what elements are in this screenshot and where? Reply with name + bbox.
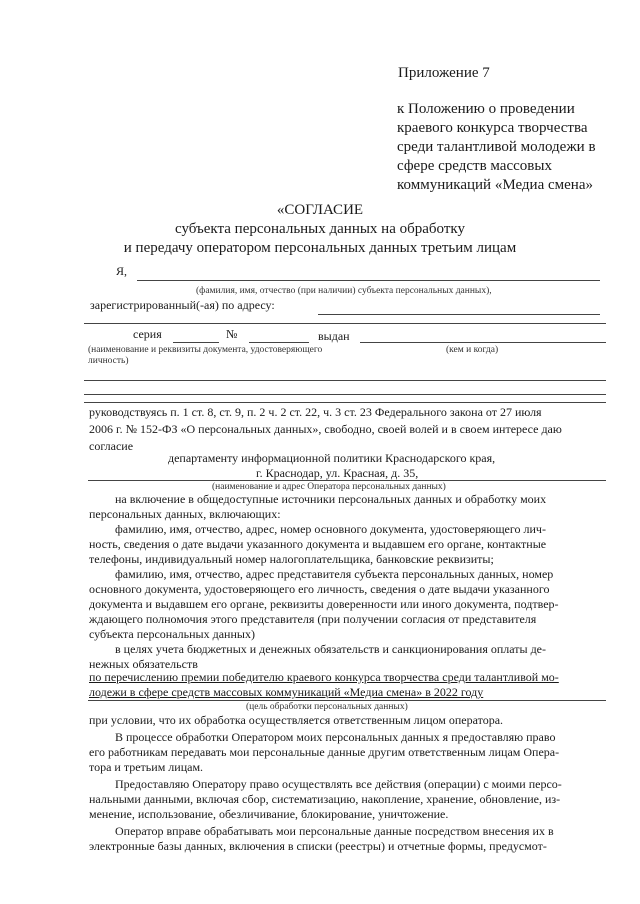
- body-line: документа и выдавшем его органе, реквизиты доверенности или иного документа, подтвер-: [89, 597, 559, 611]
- doc-field-line[interactable]: [84, 380, 606, 381]
- appendix-ref-line: коммуникаций «Медиа смена»: [397, 177, 593, 193]
- body-line: ность, сведения о дате выдачи указанного документа и выдавшем его органе, контактные: [89, 537, 547, 551]
- issued-caption: (кем и когда): [446, 345, 499, 355]
- operator-caption: (наименование и адрес Оператора персональных данных): [212, 482, 446, 492]
- fio-caption: (фамилия, имя, отчество (при наличии) субъекта персональных данных),: [196, 286, 492, 296]
- doc-field-line-3[interactable]: [84, 402, 606, 403]
- issued-field-line[interactable]: [360, 342, 606, 343]
- body-line: основного документа, удостоверяющего его личность, сведения о дате выдачи указанного: [89, 582, 550, 596]
- doc-field-line-2[interactable]: [84, 394, 606, 395]
- body-line: тора и третьим лицам.: [89, 760, 204, 774]
- body-line: субъекта персональных данных): [89, 627, 255, 641]
- doc-caption: (наименование и реквизиты документа, удостоверяющего: [88, 345, 323, 355]
- appendix-ref-line: сфере средств массовых: [397, 158, 552, 174]
- appendix-ref-line: к Положению о проведении: [397, 101, 575, 117]
- body-line: Предоставляю Оператору право осуществлять все действия (операции) с моими персо-: [115, 777, 562, 791]
- body-line: телефоны, индивидуальный номер налогоплательщика, банковские реквизиты;: [89, 552, 494, 566]
- body-line: согласие: [89, 439, 134, 453]
- body-line: фамилию, имя, отчество, адрес, номер основного документа, удостоверяющего лич-: [115, 522, 546, 536]
- address-field-line-2[interactable]: [84, 323, 606, 324]
- body-line: в целях учета бюджетных и денежных обязательств и санкционирования оплаты де-: [115, 642, 546, 656]
- body-line: 2006 г. № 152-ФЗ «О персональных данных», свободно, своей волей и в своем интересе даю: [89, 422, 562, 436]
- body-line: электронные базы данных, включения в списки (реестры) и отчетные формы, предусмот-: [89, 839, 547, 853]
- body-line: нальными данными, включая сбор, систематизацию, накопление, хранение, обновление, из-: [89, 792, 561, 806]
- body-line: персональных данных, включающих:: [89, 507, 281, 521]
- operator-line: департаменту информационной политики Краснодарского края,: [168, 451, 496, 465]
- purpose-caption: (цель обработки персональных данных): [246, 702, 408, 712]
- body-line: руководствуясь п. 1 ст. 8, ст. 9, п. 2 ч. 2 ст. 22, ч. 3 ст. 23 Федерального закона от 27 июля: [89, 405, 542, 419]
- purpose-line: лодежи в сфере средств массовых коммуникаций «Медиа смена» в 2022 году: [89, 685, 484, 699]
- body-line: фамилию, имя, отчество, адрес представителя субъекта персональных данных, номер: [115, 567, 554, 581]
- appendix-ref-line: краевого конкурса творчества: [397, 120, 588, 136]
- body-line: ждающего полномочия этого представителя (при получении согласия от представителя: [89, 612, 537, 626]
- body-line: менение, использование, обезличивание, блокирование, уничтожение.: [89, 807, 449, 821]
- issued-label: выдан: [318, 329, 350, 343]
- doc-caption: личность): [88, 356, 129, 366]
- registered-label: зарегистрированный(-ая) по адресу:: [90, 298, 275, 312]
- body-line: Оператор вправе обрабатывать мои персональные данные посредством внесения их в: [115, 824, 554, 838]
- body-line: при условии, что их обработка осуществляется ответственным лицом оператора.: [89, 713, 504, 727]
- appendix-ref-line: среди талантливой молодежи в: [397, 139, 596, 155]
- body-line: его работникам передавать мои персональные данные другим ответственным лицам Опера-: [89, 745, 560, 759]
- fio-field-line[interactable]: [137, 280, 600, 281]
- i-label: Я,: [116, 264, 128, 278]
- heading-line: и передачу оператором персональных данных третьим лицам: [123, 240, 517, 256]
- operator-line: г. Краснодар, ул. Красная, д. 35,: [256, 466, 419, 480]
- purpose-underline: [88, 700, 606, 701]
- number-label: №: [226, 327, 238, 341]
- address-field-line[interactable]: [318, 314, 600, 315]
- body-line: на включение в общедоступные источники персональных данных и обработку моих: [115, 492, 547, 506]
- heading-title: «СОГЛАСИЕ: [276, 202, 364, 218]
- body-line: В процессе обработки Оператором моих персональных данных я предоставляю право: [115, 730, 556, 744]
- operator-underline: [88, 480, 606, 481]
- series-label: серия: [133, 327, 162, 341]
- series-field-line[interactable]: [173, 342, 219, 343]
- purpose-line: по перечислению премии победителю краевого конкурса творчества среди талантливой мо-: [89, 670, 559, 684]
- heading-line: субъекта персональных данных на обработку: [175, 221, 465, 237]
- appendix-title: Приложение 7: [398, 65, 490, 81]
- number-field-line[interactable]: [249, 342, 309, 343]
- body-line: нежных обязательств: [89, 657, 198, 671]
